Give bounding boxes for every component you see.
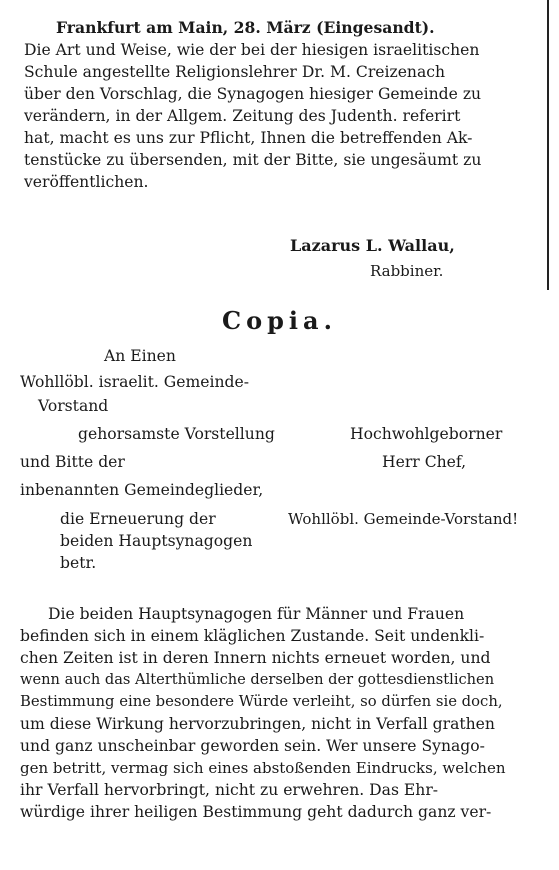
body-line: Die beiden Hauptsynagogen für Männer und Frauen: [48, 605, 465, 623]
address-line: beiden Hauptsynagogen: [60, 532, 253, 550]
address-line: und Bitte der: [20, 453, 125, 471]
article-line: tenstücke zu übersenden, mit der Bitte, sie ungesäumt zu: [24, 151, 482, 169]
address-line: inbenannten Gemeindeglieder,: [20, 481, 264, 499]
column-rule: [547, 0, 549, 290]
body-line: ihr Verfall hervorbringt, nicht zu erwehren. Das Ehr-: [20, 781, 439, 799]
address-line: betr.: [60, 554, 97, 572]
address-line: An Einen: [104, 347, 176, 365]
body-line: chen Zeiten ist in deren Innern nichts erneuet worden, und: [20, 649, 491, 667]
article-line: Schule angestellte Religionslehrer Dr. M. Creizenach: [24, 63, 446, 81]
body-line: würdige ihrer heiligen Bestimmung geht dadurch ganz ver-: [20, 803, 492, 821]
body-line: befinden sich in einem kläglichen Zustande. Seit undenkli-: [20, 627, 485, 645]
body-line: gen betritt, vermag sich eines abstoßenden Eindrucks, welchen: [20, 759, 506, 777]
article-line: veröffentlichen.: [24, 173, 149, 191]
body-line: um diese Wirkung hervorzubringen, nicht in Verfall grathen: [20, 715, 495, 733]
address-line: Wohllöbl. israelit. Gemeinde-: [20, 373, 249, 391]
body-line: wenn auch das Alterthümliche derselben der gottesdienstlichen: [20, 671, 495, 688]
copia-heading: Copia.: [222, 306, 337, 335]
signature-title: Rabbiner.: [370, 262, 444, 280]
address-line: gehorsamste Vorstellung: [78, 425, 275, 443]
salutation-line: Hochwohlgeborner: [350, 425, 503, 443]
address-line: die Erneuerung der: [60, 510, 216, 528]
dateline: Frankfurt am Main, 28. März (Eingesandt).: [56, 18, 435, 37]
article-line: hat, macht es uns zur Pflicht, Ihnen die betreffenden Ak-: [24, 129, 473, 147]
address-line: Vorstand: [38, 397, 109, 415]
article-line: über den Vorschlag, die Synagogen hiesiger Gemeinde zu: [24, 85, 482, 103]
article-line: verändern, in der Allgem. Zeitung des Judenth. referirt: [24, 107, 461, 125]
salutation-line: Wohllöbl. Gemeinde-Vorstand!: [288, 510, 519, 528]
body-line: Bestimmung eine besondere Würde verleiht, so dürfen sie doch,: [20, 693, 503, 710]
signature-name: Lazarus L. Wallau,: [290, 236, 455, 255]
article-line: Die Art und Weise, wie der bei der hiesigen israelitischen: [24, 41, 480, 59]
body-line: und ganz unscheinbar geworden sein. Wer unsere Synago-: [20, 737, 485, 755]
salutation-line: Herr Chef,: [382, 453, 467, 471]
